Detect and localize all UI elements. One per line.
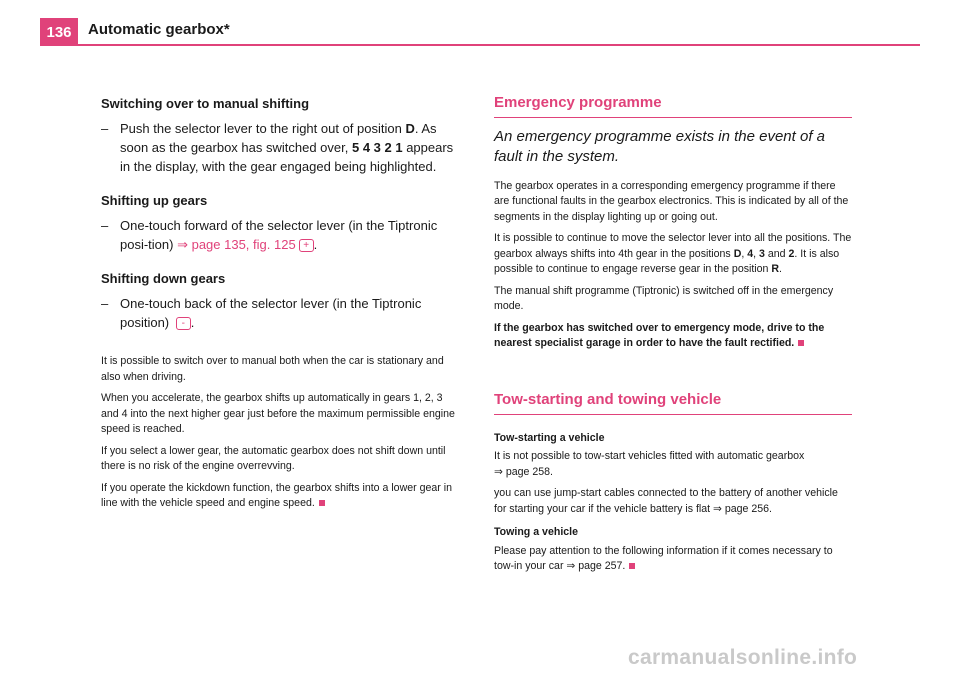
watermark: carmanualsonline.info xyxy=(628,646,858,669)
page-reference-link[interactable]: ⇒ page 258. xyxy=(494,465,553,478)
section-end-icon xyxy=(629,563,635,569)
list-item xyxy=(101,119,463,176)
left-column xyxy=(101,94,463,512)
subheading-towing: Towing a vehicle xyxy=(494,526,578,538)
section-title-towing: Tow-starting and towing vehicle xyxy=(494,390,722,408)
paragraph: The manual shift programme (Tiptronic) is switched off in the emergency mode. xyxy=(494,284,834,313)
right-column xyxy=(494,94,852,575)
paragraph: It is possible to switch over to manual both when the car is stationary and also when driving. xyxy=(101,355,444,383)
page-number: 136 xyxy=(40,18,78,46)
paragraph: When you accelerate, the gearbox shifts up automatically in gears 1, 2, 3 and 4 into the next higher gear just before the maximum permissible engine speed is reached. xyxy=(101,392,455,435)
paragraph: It is possible to continue to move the selector lever into all the positions. The gearbox always shifts into 4th gear in the positions D, 4, 3 and 2. It is also possible to continue to engage reverse gear in the position R. xyxy=(494,232,852,276)
list-item-text: Push the selector lever to the right out of position D. As soon as the gearbox has switched over, 5 4 3 2 1 appears in the display, with the gear engaged being highlighted. xyxy=(120,121,454,174)
heading-switching-manual: Switching over to manual shifting xyxy=(101,96,310,111)
dash: – xyxy=(101,121,109,136)
heading-shifting-down: Shifting down gears xyxy=(101,271,226,286)
section-intro: An emergency programme exists in the event of a fault in the system. xyxy=(494,127,825,165)
dash: – xyxy=(101,296,109,311)
section-rule xyxy=(494,414,852,415)
paragraph: The gearbox operates in a corresponding emergency programme if there are functional faults in the gearbox electronics. This is indicated by all of the segments in the display lighting up or going out. xyxy=(494,179,849,223)
paragraph-warning: If the gearbox has switched over to emergency mode, drive to the nearest specialist garage in order to have the fault rectified. xyxy=(494,321,825,350)
list-item xyxy=(101,294,463,332)
page-reference-link[interactable]: ⇒ page 135, fig. 125 xyxy=(177,237,296,252)
minus-symbol-icon: - xyxy=(176,317,191,330)
list-item-text: One-touch forward of the selector lever (in the Tiptronic posi-tion) ⇒ page 135, fig. 125 + . xyxy=(120,218,438,252)
list-item-text: One-touch back of the selector lever (in the Tiptronic position) - . xyxy=(120,296,422,330)
page-title: Automatic gearbox* xyxy=(88,21,230,38)
list-item xyxy=(101,216,463,254)
section-end-icon xyxy=(319,500,325,506)
subheading-tow-starting: Tow-starting a vehicle xyxy=(494,431,605,444)
header-rule xyxy=(78,44,920,46)
plus-symbol-icon: + xyxy=(299,239,314,252)
section-end-icon xyxy=(798,340,804,346)
paragraph: you can use jump-start cables connected to the battery of another vehicle for starting your car if the vehicle battery is flat ⇒ page 256. xyxy=(494,487,838,515)
paragraph: If you operate the kickdown function, the gearbox shifts into a lower gear in line with the vehicle speed and engine speed. xyxy=(101,481,452,509)
section-title-emergency: Emergency programme xyxy=(494,94,662,111)
heading-shifting-up: Shifting up gears xyxy=(101,193,208,208)
paragraph: Please pay attention to the following information if it comes necessary to tow-in your car ⇒ page 257. xyxy=(494,544,833,572)
section-rule xyxy=(494,117,852,118)
paragraph: It is not possible to tow-start vehicles fitted with automatic gearbox ⇒ page 258. xyxy=(494,450,805,478)
paragraph: If you select a lower gear, the automatic gearbox does not shift down until there is no risk of the engine overrevving. xyxy=(101,444,446,472)
dash: – xyxy=(101,218,109,233)
